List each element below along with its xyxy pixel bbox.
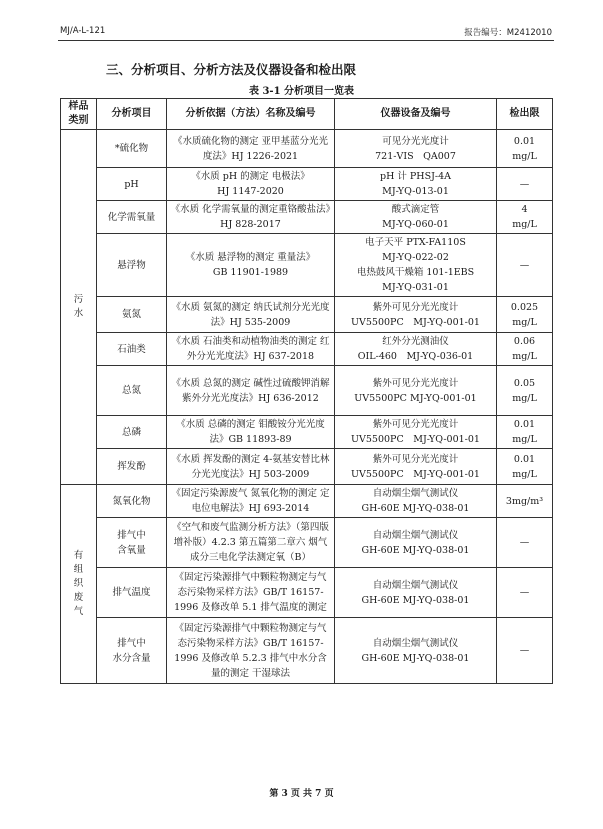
section-title: 三、分析项目、分析方法及仪器设备和检出限 bbox=[106, 62, 357, 77]
limit-cell: — bbox=[497, 618, 553, 684]
method-cell: 《固定污染源排气中颗粒物测定与气态污染物采样方法》GB/T 16157-1996 及修改单 5.1 排气温度的测定 bbox=[167, 568, 335, 618]
col-header-item: 分析项目 bbox=[97, 99, 167, 130]
table-row bbox=[61, 201, 553, 234]
method-cell: 《水质 石油类和动植物油类的测定 红外分光光度法》HJ 637-2018 bbox=[167, 333, 335, 366]
method-cell: 《固定污染源废气 氮氧化物的测定 定电位电解法》HJ 693-2014 bbox=[167, 485, 335, 518]
table-row bbox=[61, 333, 553, 366]
equipment-cell: 紫外可见分光光度计 UV5500PC MJ-YQ-001-01 bbox=[335, 449, 497, 485]
item-cell: 氮氧化物 bbox=[97, 485, 167, 518]
method-cell: 《水质 化学需氧量的测定重铬酸盐法》HJ 828-2017 bbox=[167, 201, 335, 234]
table-row bbox=[61, 366, 553, 416]
limit-cell: 3mg/m³ bbox=[497, 485, 553, 518]
limit-cell: 0.01 mg/L bbox=[497, 130, 553, 168]
item-cell: 排气中 含氧量 bbox=[97, 518, 167, 568]
method-cell: 《水质 pH 的测定 电极法》 HJ 1147-2020 bbox=[167, 168, 335, 201]
item-cell: 排气温度 bbox=[97, 568, 167, 618]
table-row bbox=[61, 518, 553, 568]
category-cell: 污 水 bbox=[61, 130, 97, 485]
table-row bbox=[61, 485, 553, 518]
item-cell: 总氮 bbox=[97, 366, 167, 416]
equipment-cell: 自动烟尘烟气测试仪 GH-60E MJ-YQ-038-01 bbox=[335, 518, 497, 568]
method-cell: 《空气和废气监测分析方法》（第四版增补版）4.2.3 第五篇第二章六 烟气成分三电化学法测定氧（B） bbox=[167, 518, 335, 568]
table-caption: 表 3-1 分析项目一览表 bbox=[248, 86, 355, 97]
col-header-equipment: 仪器设备及编号 bbox=[335, 99, 497, 130]
page-footer: 第 3 页 共 7 页 bbox=[269, 789, 334, 799]
equipment-cell: 自动烟尘烟气测试仪 GH-60E MJ-YQ-038-01 bbox=[335, 485, 497, 518]
limit-cell: 0.06 mg/L bbox=[497, 333, 553, 366]
col-header-category: 样品类别 bbox=[61, 99, 97, 130]
equipment-cell: 酸式滴定管 MJ-YQ-060-01 bbox=[335, 201, 497, 234]
table-row bbox=[61, 234, 553, 297]
equipment-cell: 紫外可见分光光度计 UV5500PC MJ-YQ-001-01 bbox=[335, 366, 497, 416]
equipment-cell: 紫外可见分光光度计 UV5500PC MJ-YQ-001-01 bbox=[335, 297, 497, 333]
equipment-cell: 自动烟尘烟气测试仪 GH-60E MJ-YQ-038-01 bbox=[335, 568, 497, 618]
item-cell: *硫化物 bbox=[97, 130, 167, 168]
limit-cell: — bbox=[497, 168, 553, 201]
analysis-table bbox=[60, 98, 553, 684]
item-cell: 排气中 水分含量 bbox=[97, 618, 167, 684]
table-row bbox=[61, 168, 553, 201]
limit-cell: 0.025 mg/L bbox=[497, 297, 553, 333]
item-cell: 总磷 bbox=[97, 416, 167, 449]
table-row bbox=[61, 568, 553, 618]
table-header-row bbox=[61, 99, 553, 130]
method-cell: 《水质 总氮的测定 碱性过硫酸钾消解紫外分光光度法》HJ 636-2012 bbox=[167, 366, 335, 416]
col-header-limit: 检出限 bbox=[497, 99, 553, 130]
doc-code: MJ/A-L-121 bbox=[60, 26, 106, 36]
equipment-cell: 电子天平 PTX-FA110S MJ-YQ-022-02 电热鼓风干燥箱 101-1EBS MJ-YQ-031-01 bbox=[335, 234, 497, 297]
equipment-cell: 紫外可见分光光度计 UV5500PC MJ-YQ-001-01 bbox=[335, 416, 497, 449]
report-number: 报告编号：M2412010 bbox=[464, 28, 552, 38]
item-cell: 挥发酚 bbox=[97, 449, 167, 485]
page-header bbox=[58, 22, 554, 41]
method-cell: 《固定污染源排气中颗粒物测定与气态污染物采样方法》GB/T 16157-1996 及修改单 5.2.3 排气中水分含量的测定 干湿球法 bbox=[167, 618, 335, 684]
equipment-cell: 可见分光光度计 721-VIS QA007 bbox=[335, 130, 497, 168]
table-row bbox=[61, 416, 553, 449]
method-cell: 《水质 挥发酚的测定 4-氨基安替比林分光光度法》HJ 503-2009 bbox=[167, 449, 335, 485]
col-header-method: 分析依据（方法）名称及编号 bbox=[167, 99, 335, 130]
method-cell: 《水质 总磷的测定 钼酸铵分光光度法》GB 11893-89 bbox=[167, 416, 335, 449]
method-cell: 《水质硫化物的测定 亚甲基蓝分光光度法》HJ 1226-2021 bbox=[167, 130, 335, 168]
item-cell: 化学需氧量 bbox=[97, 201, 167, 234]
limit-cell: — bbox=[497, 234, 553, 297]
limit-cell: 4 mg/L bbox=[497, 201, 553, 234]
limit-cell: — bbox=[497, 568, 553, 618]
item-cell: 氨氮 bbox=[97, 297, 167, 333]
limit-cell: — bbox=[497, 518, 553, 568]
table-row bbox=[61, 130, 553, 168]
category-cell: 有 组 织 废 气 bbox=[61, 485, 97, 684]
limit-cell: 0.05 mg/L bbox=[497, 366, 553, 416]
equipment-cell: 自动烟尘烟气测试仪 GH-60E MJ-YQ-038-01 bbox=[335, 618, 497, 684]
item-cell: 悬浮物 bbox=[97, 234, 167, 297]
table-row bbox=[61, 297, 553, 333]
method-cell: 《水质 氨氮的测定 纳氏试剂分光光度法》HJ 535-2009 bbox=[167, 297, 335, 333]
equipment-cell: pH 计 PHSJ-4A MJ-YQ-013-01 bbox=[335, 168, 497, 201]
item-cell: 石油类 bbox=[97, 333, 167, 366]
table-row bbox=[61, 618, 553, 684]
item-cell: pH bbox=[97, 168, 167, 201]
method-cell: 《水质 悬浮物的测定 重量法》 GB 11901-1989 bbox=[167, 234, 335, 297]
table-row bbox=[61, 449, 553, 485]
limit-cell: 0.01 mg/L bbox=[497, 449, 553, 485]
limit-cell: 0.01 mg/L bbox=[497, 416, 553, 449]
equipment-cell: 红外分光测油仪 OIL-460 MJ-YQ-036-01 bbox=[335, 333, 497, 366]
